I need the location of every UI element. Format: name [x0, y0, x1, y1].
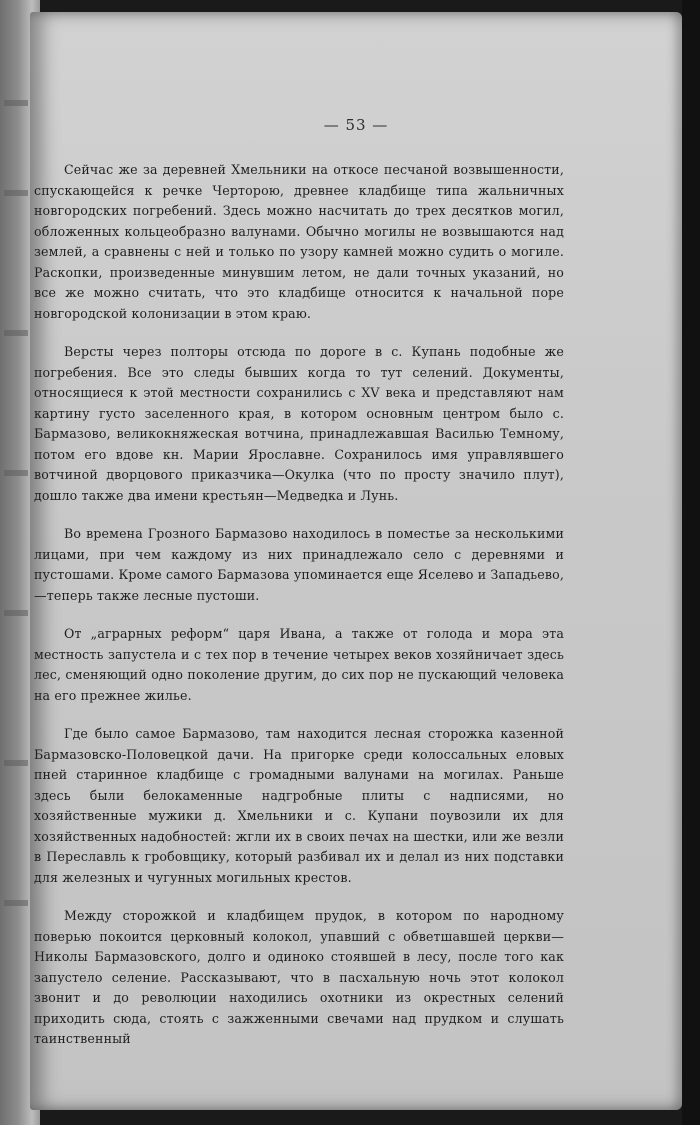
paragraph: Версты через полторы отсюда по дороге в с. Купань подобные же погребения. Все это следы бывших когда то тут селений. Документы, относящиеся к этой местности сохранились с XV века и представляют нам картину густо заселенного края, в котором основным центром было с. Бармазово, великокняжеская вотчина, принадлежавшая Василью Темному, потом его вдове кн. Марии Ярославне. Сохранилось имя управлявшего вотчиной дворцового приказчика—Окулка (что по просту значило плут), дошло также два имени крестьян—Медведка и Лунь.: [34, 344, 564, 503]
paragraph: Между сторожкой и кладбищем прудок, в котором по народному поверью покоится церковный колокол, упавший с обветшавшей церкви—Николы Бармазовского, долго и одиноко стоявшей в лесу, после того как запустело селение. Рассказывают, что в пасхальную ночь этот колокол звонит и до революции находились охотники из окрестных селений приходить сюда, стоять с зажженными свечами над прудком и слушать таинственный: [34, 908, 564, 1046]
page-text: [30, 160, 564, 1068]
paragraph: Где было самое Бармазово, там находится лесная сторожка казенной Бармазовско-Половецкой дачи. На пригорке среди колоссальных еловых пней старинное кладбище с громадными валунами на могилах. Раньше здесь были белокаменные надгробные плиты с надписями, но хозяйственные мужики д. Хмельники и с. Купани поувозили их для хозяйственных надобностей: жгли их в своих печах на шестки, или же везли в Переславль к гробовщику, который разбивал их и делал из них подставки для железных и чугунных могильных крестов.: [34, 726, 564, 885]
background-edge: [682, 0, 700, 1125]
paragraph: Во времена Грозного Бармазово находилось в поместье за несколькими лицами, при чем каждому из них принадлежало село с деревнями и пустошами. Кроме самого Бармазова упоминается еще Яселево и Западьево,—теперь также лесные пустоши.: [34, 526, 564, 603]
book-page: [30, 12, 682, 1110]
paragraph: От „аграрных реформ“ царя Ивана, а также от голода и мора эта местность запустела и с тех пор в течение четырех веков хозяйничает здесь лес, сменяющий одно поколение другим, до сих пор не пускающий человека на его прежнее жилье.: [34, 626, 564, 703]
paragraph: Сейчас же за деревней Хмельники на откосе песчаной возвышенности, спускающейся к речке Черторою, древнее кладбище типа жальничных новгородских погребений. Здесь можно насчитать до трех десятков могил, обложенных кольцеобразно валунами. Обычно могилы не возвышаются над землей, а сравнены с ней и только по узору камней можно судить о могиле. Раскопки, произведенные минувшим летом, не дали точных указаний, но все же можно считать, что это кладбище относится к начальной поре новгородской колонизации в этом краю.: [34, 162, 564, 321]
page-number: — 53 —: [323, 116, 389, 134]
